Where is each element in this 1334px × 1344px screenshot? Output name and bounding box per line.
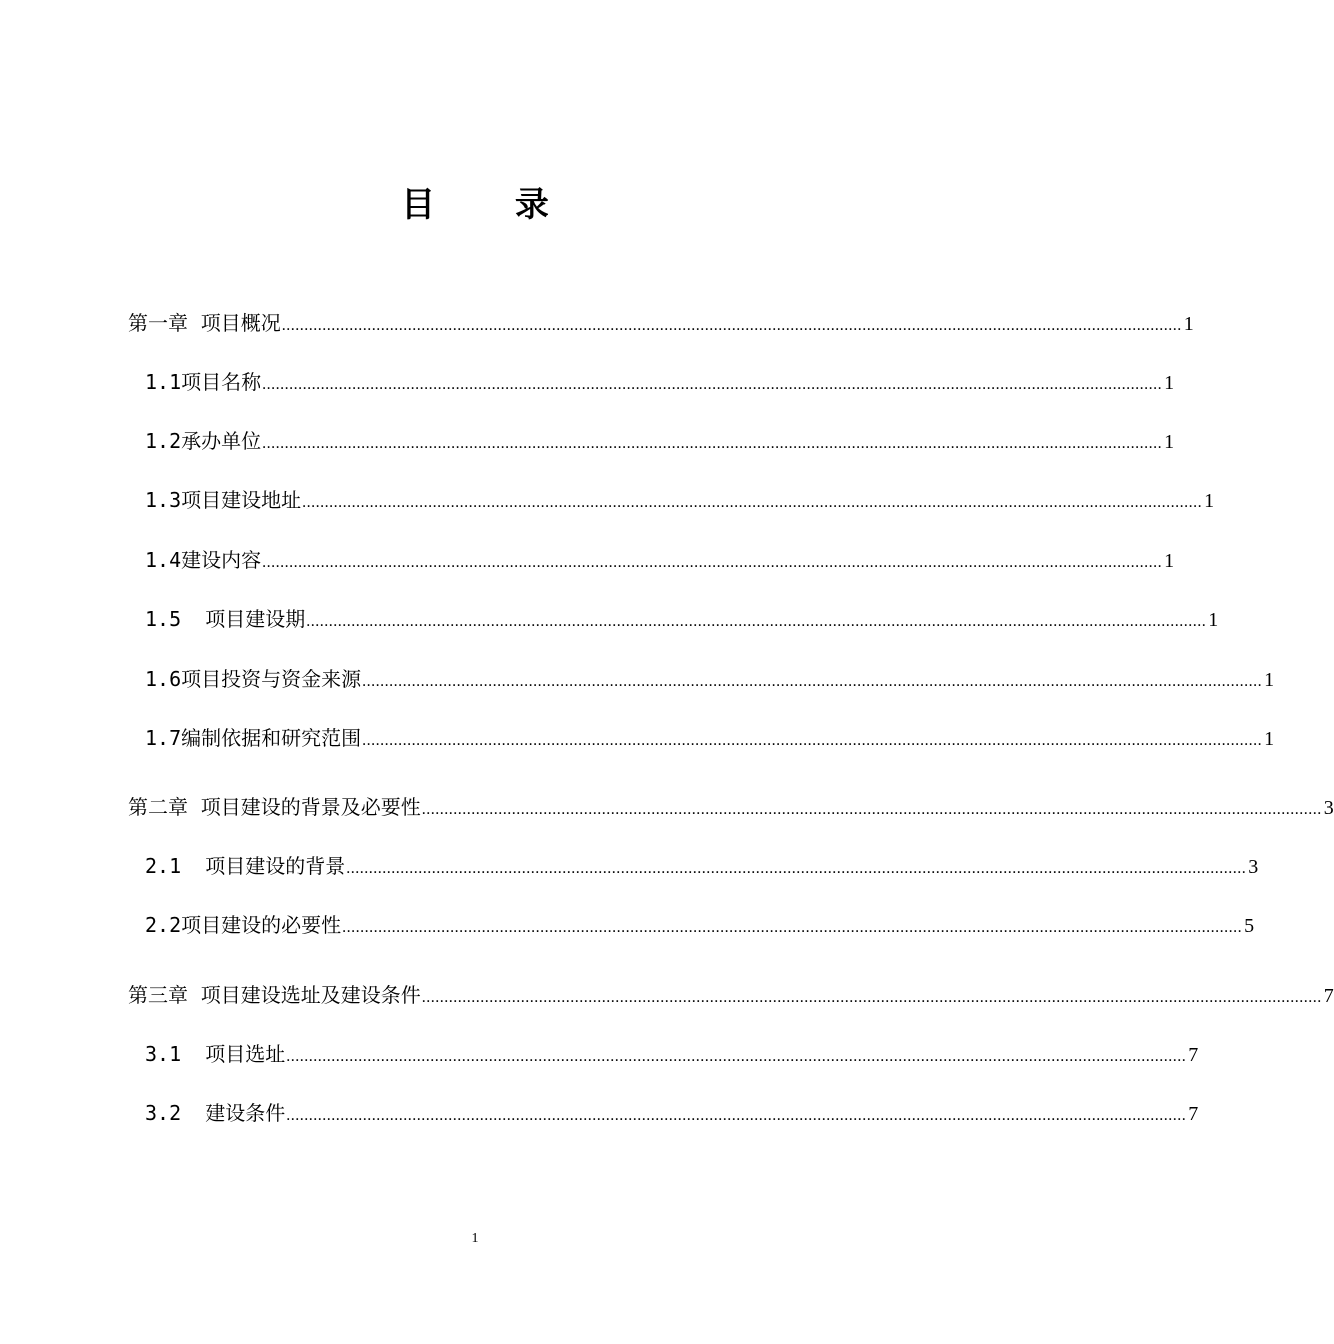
toc-entry-title: 3.1 项目选址 xyxy=(145,1042,286,1066)
toc-entry-section-3-1[interactable] xyxy=(145,1038,1199,1070)
toc-entry-title: 1.1项目名称 xyxy=(145,370,262,394)
toc-entry-title: 1.5 项目建设期 xyxy=(145,607,306,631)
toc-entry-page: 7 xyxy=(1188,1044,1199,1066)
toc-entry-page: 1 xyxy=(1164,431,1175,453)
toc-entry-chapter-1[interactable] xyxy=(128,307,1194,339)
toc-entry-title: 1.4建设内容 xyxy=(145,548,262,572)
dot-leader: ........................................................................................................................................................................................................ xyxy=(421,801,1322,818)
toc-entry-section-3-2[interactable] xyxy=(145,1097,1199,1129)
toc-entry-title: 第二章 项目建设的背景及必要性 xyxy=(128,795,421,819)
toc-entry-title: 第三章 项目建设选址及建设条件 xyxy=(128,983,421,1007)
toc-entry-page: 1 xyxy=(1264,728,1275,750)
toc-entry-title: 第一章 项目概况 xyxy=(128,311,281,335)
toc-entry-title: 1.7编制依据和研究范围 xyxy=(145,726,362,750)
dot-leader: ........................................................................................................................................................................................................ xyxy=(302,494,1203,511)
dot-leader: ........................................................................................................................................................................................................ xyxy=(286,1048,1187,1065)
toc-entry-section-1-4[interactable] xyxy=(145,544,1175,576)
toc-entry-section-1-7[interactable] xyxy=(145,722,1275,754)
toc-entry-title: 1.6项目投资与资金来源 xyxy=(145,667,362,691)
toc-entry-section-1-2[interactable] xyxy=(145,425,1175,457)
toc-entry-title: 2.1 项目建设的背景 xyxy=(145,854,346,878)
dot-leader: ........................................................................................................................................................................................................ xyxy=(306,613,1207,630)
toc-entry-chapter-3[interactable] xyxy=(128,979,1334,1011)
toc-entry-page: 1 xyxy=(1204,490,1215,512)
toc-entry-section-2-1[interactable] xyxy=(145,850,1259,882)
page-title: 目 录 xyxy=(401,185,583,225)
toc-entry-page: 3 xyxy=(1248,856,1259,878)
toc-entry-title: 3.2 建设条件 xyxy=(145,1101,286,1125)
toc-entry-section-1-5[interactable] xyxy=(145,603,1219,635)
toc-entry-page: 1 xyxy=(1264,669,1275,691)
toc-entry-section-1-6[interactable] xyxy=(145,663,1275,695)
dot-leader: ........................................................................................................................................................................................................ xyxy=(281,317,1182,334)
toc-entry-page: 3 xyxy=(1323,797,1334,819)
toc-entry-title: 1.2承办单位 xyxy=(145,429,262,453)
toc-entry-title: 2.2项目建设的必要性 xyxy=(145,913,342,937)
dot-leader: ........................................................................................................................................................................................................ xyxy=(362,673,1263,690)
toc-entry-page: 1 xyxy=(1164,550,1175,572)
dot-leader: ........................................................................................................................................................................................................ xyxy=(362,732,1263,749)
toc-entry-page: 5 xyxy=(1244,915,1255,937)
toc-entry-title: 1.3项目建设地址 xyxy=(145,488,302,512)
toc-entry-section-1-3[interactable] xyxy=(145,484,1215,516)
toc-entry-chapter-2[interactable] xyxy=(128,791,1334,823)
dot-leader: ........................................................................................................................................................................................................ xyxy=(421,989,1322,1006)
toc-entry-page: 7 xyxy=(1323,985,1334,1007)
toc-entry-page: 1 xyxy=(1183,313,1194,335)
dot-leader: ........................................................................................................................................................................................................ xyxy=(346,860,1247,877)
toc-entry-page: 7 xyxy=(1188,1103,1199,1125)
dot-leader: ........................................................................................................................................................................................................ xyxy=(262,554,1163,571)
toc-entry-section-1-1[interactable] xyxy=(145,366,1175,398)
dot-leader: ........................................................................................................................................................................................................ xyxy=(262,376,1163,393)
footer-page-number: 1 xyxy=(471,1231,479,1246)
dot-leader: ........................................................................................................................................................................................................ xyxy=(262,435,1163,452)
dot-leader: ........................................................................................................................................................................................................ xyxy=(342,919,1243,936)
toc-entry-page: 1 xyxy=(1164,372,1175,394)
dot-leader: ........................................................................................................................................................................................................ xyxy=(286,1107,1187,1124)
toc-entry-page: 1 xyxy=(1208,609,1219,631)
toc-entry-section-2-2[interactable] xyxy=(145,909,1255,941)
